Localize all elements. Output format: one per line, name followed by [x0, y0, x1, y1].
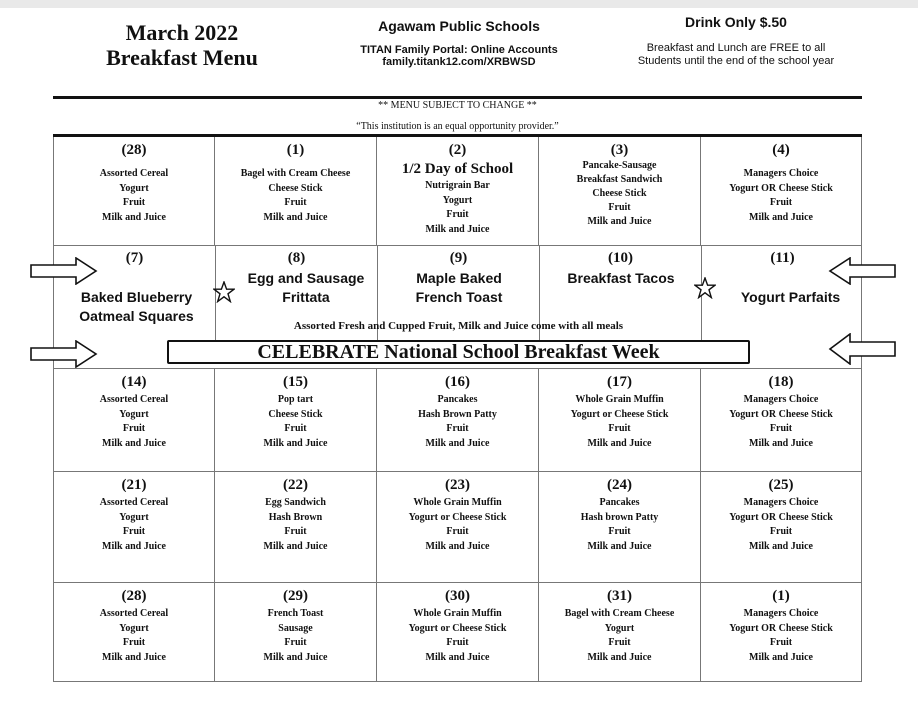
menu-item: Milk and Juice: [102, 211, 166, 223]
day-date: (10): [608, 250, 633, 266]
menu-item: Cheese Stick: [592, 188, 647, 199]
menu-item: Milk and Juice: [102, 437, 166, 449]
subject-to-change-notice: ** MENU SUBJECT TO CHANGE **: [378, 100, 537, 111]
menu-item: Yogurt: [119, 511, 149, 523]
menu-item: Assorted Cereal: [99, 497, 169, 508]
menu-item: Milk and Juice: [587, 216, 652, 227]
day-cell: [701, 368, 862, 472]
menu-item: Egg Sandwich: [265, 497, 326, 508]
day-date: (25): [768, 477, 794, 493]
menu-item: Milk and Juice: [749, 211, 813, 223]
menu-item: Bagel with Cream Cheese: [564, 608, 675, 619]
menu-item: Fruit: [769, 197, 793, 208]
day-cell: [539, 583, 701, 682]
menu-item: Milk and Juice: [263, 211, 328, 223]
menu-item: Breakfast Sandwich: [576, 174, 663, 185]
menu-item: Fruit: [122, 637, 146, 648]
day-cell: [53, 583, 215, 682]
day-date: (8): [287, 250, 306, 266]
day-cell: [215, 137, 377, 246]
breakfast-week-banner-text: CELEBRATE National School Breakfast Week: [257, 341, 660, 363]
half-day-heading: 1/2 Day of School: [401, 161, 514, 177]
day-date: (22): [283, 477, 308, 493]
day-cell: [377, 583, 539, 682]
menu-item: Milk and Juice: [102, 540, 166, 552]
menu-item: French Toast: [267, 608, 324, 619]
day-date: (23): [445, 477, 470, 493]
menu-item: Yogurt OR Cheese Stick: [729, 408, 833, 420]
menu-item: Yogurt or Cheese Stick: [408, 622, 507, 634]
menu-item: Fruit: [122, 526, 146, 537]
menu-item: Managers Choice: [743, 497, 819, 508]
menu-item: Fruit: [769, 423, 793, 434]
day-cell: [53, 137, 215, 246]
menu-item: Assorted Cereal: [99, 608, 169, 619]
day-cell: [701, 472, 862, 583]
menu-item: Nutrigrain Bar: [425, 180, 490, 191]
week-row-5: [53, 583, 862, 682]
menu-item: Milk and Juice: [587, 651, 652, 663]
menu-item: Pancake-Sausage: [582, 160, 657, 171]
day-cell: [539, 472, 701, 583]
arrow-left-icon: [828, 257, 896, 285]
menu-item: Yogurt OR Cheese Stick: [729, 622, 833, 634]
menu-item: Milk and Juice: [749, 540, 813, 552]
day-date: (28): [121, 142, 147, 158]
menu-item: Milk and Juice: [425, 651, 490, 663]
page-top-shade: [0, 0, 918, 8]
menu-item: Fruit: [284, 423, 307, 434]
menu-item: Fruit: [446, 423, 469, 434]
menu-item: Yogurt: [119, 182, 149, 194]
day-date: (14): [121, 374, 147, 390]
day-cell: [539, 137, 701, 246]
menu-item: Fruit: [446, 526, 469, 537]
menu-item: Bagel with Cream Cheese: [240, 168, 351, 179]
menu-item: Assorted Cereal: [99, 168, 169, 179]
menu-item: Yogurt or Cheese Stick: [570, 408, 669, 420]
menu-item: Hash brown Patty: [580, 511, 659, 523]
day-cell: [377, 472, 539, 583]
menu-title-type: Breakfast Menu: [106, 45, 258, 70]
portal-label: TITAN Family Portal: Online Accounts: [360, 44, 558, 56]
featured-meal: Maple Baked French Toast: [415, 270, 503, 305]
menu-item: Fruit: [769, 526, 793, 537]
day-cell: [701, 137, 862, 246]
menu-item: Cheese Stick: [268, 408, 323, 420]
day-cell: [53, 368, 215, 472]
menu-item: Fruit: [446, 637, 469, 648]
menu-item: Fruit: [446, 209, 469, 220]
menu-item: Pancakes: [437, 394, 478, 405]
day-cell: [701, 583, 862, 682]
day-date: (2): [448, 142, 467, 158]
menu-item: Hash Brown: [268, 511, 323, 523]
breakfast-week-banner: [167, 340, 750, 364]
day-cell: [215, 472, 377, 583]
menu-item: Fruit: [284, 637, 307, 648]
day-date: (17): [607, 374, 632, 390]
menu-item: Milk and Juice: [587, 540, 652, 552]
menu-item: Milk and Juice: [587, 437, 652, 449]
menu-item: Fruit: [608, 637, 631, 648]
week-row-3: [53, 368, 862, 472]
menu-item: Fruit: [769, 637, 793, 648]
menu-item: Managers Choice: [743, 394, 819, 405]
portal-url: family.titank12.com/XRBWSD: [382, 56, 536, 68]
menu-title-month: March 2022: [125, 20, 239, 45]
featured-meal: Yogurt Parfaits: [740, 289, 841, 305]
menu-item: Milk and Juice: [425, 437, 490, 449]
day-date: (7): [125, 250, 144, 266]
menu-item: Yogurt OR Cheese Stick: [729, 511, 833, 523]
day-date: (31): [607, 588, 632, 604]
header-divider: [53, 96, 862, 99]
menu-item: Yogurt: [119, 622, 149, 634]
day-cell: [377, 137, 539, 246]
menu-item: Milk and Juice: [263, 651, 328, 663]
arrow-right-icon: [30, 257, 98, 285]
menu-item: Managers Choice: [743, 168, 819, 179]
drink-price: Drink Only $.50: [685, 14, 787, 30]
day-date: (3): [610, 142, 629, 158]
star-icon: [213, 281, 235, 303]
menu-item: Fruit: [122, 197, 146, 208]
day-cell: [377, 368, 539, 472]
menu-item: Pancakes: [599, 497, 640, 508]
day-cell: [215, 368, 377, 472]
meal-inclusion-note: Assorted Fresh and Cupped Fruit, Milk and Juice come with all meals: [293, 320, 624, 332]
menu-item: Fruit: [608, 202, 631, 213]
menu-item: Milk and Juice: [425, 540, 490, 552]
menu-item: Yogurt: [119, 408, 149, 420]
menu-item: Managers Choice: [743, 608, 819, 619]
day-date: (28): [121, 588, 147, 604]
menu-item: Milk and Juice: [263, 437, 328, 449]
menu-item: Milk and Juice: [425, 223, 490, 235]
day-date: (1): [772, 588, 790, 604]
day-date: (18): [768, 374, 794, 390]
menu-item: Yogurt or Cheese Stick: [408, 511, 507, 523]
menu-item: Milk and Juice: [102, 651, 166, 663]
week-row-1: [53, 137, 862, 246]
menu-item: Milk and Juice: [263, 540, 328, 552]
day-date: (4): [772, 142, 790, 158]
day-cell: [53, 472, 215, 583]
featured-meal: Baked Blueberry Oatmeal Squares: [79, 289, 194, 324]
featured-meal: Egg and Sausage Frittata: [247, 270, 365, 305]
menu-item: Whole Grain Muffin: [413, 608, 502, 619]
menu-item: Assorted Cereal: [99, 394, 169, 405]
menu-item: Yogurt: [442, 194, 473, 206]
day-cell: [539, 368, 701, 472]
menu-item: Cheese Stick: [268, 182, 323, 194]
day-date: (24): [607, 477, 632, 493]
arrow-right-icon: [30, 340, 98, 368]
day-cell: [215, 583, 377, 682]
menu-item: Whole Grain Muffin: [413, 497, 502, 508]
menu-item: Fruit: [608, 526, 631, 537]
featured-meal: Breakfast Tacos: [567, 270, 675, 286]
week-row-2-breakfast-week: [53, 246, 862, 368]
menu-title: [92, 20, 272, 70]
day-date: (21): [121, 477, 147, 493]
menu-item: Yogurt OR Cheese Stick: [729, 182, 833, 194]
day-date: (15): [283, 374, 308, 390]
menu-item: Yogurt: [604, 622, 635, 634]
equal-opportunity-notice: “This institution is an equal opportunity provider.”: [356, 121, 559, 132]
free-meals-line-1: Breakfast and Lunch are FREE to all: [646, 42, 826, 54]
district-header: [328, 18, 590, 68]
menu-item: Milk and Juice: [749, 437, 813, 449]
free-meals-line-2: Students until the end of the school year: [637, 55, 835, 67]
day-date: (30): [445, 588, 470, 604]
menu-item: Whole Grain Muffin: [575, 394, 664, 405]
menu-item: Fruit: [122, 423, 146, 434]
day-date: (9): [449, 250, 468, 266]
menu-item: Fruit: [284, 526, 307, 537]
day-date: (1): [286, 142, 305, 158]
day-date: (11): [770, 250, 795, 266]
star-icon: [694, 277, 716, 299]
menu-item: Milk and Juice: [749, 651, 813, 663]
pricing-header: [606, 14, 866, 68]
menu-item: Hash Brown Patty: [418, 408, 497, 420]
arrow-left-icon: [828, 333, 896, 365]
menu-item: Fruit: [608, 423, 631, 434]
week-row-4: [53, 472, 862, 583]
menu-item: Sausage: [278, 622, 313, 634]
menu-item: Fruit: [284, 197, 307, 208]
menu-item: Pop tart: [277, 394, 314, 405]
day-date: (16): [445, 374, 470, 390]
district-name: Agawam Public Schools: [378, 18, 540, 34]
day-date: (29): [283, 588, 308, 604]
